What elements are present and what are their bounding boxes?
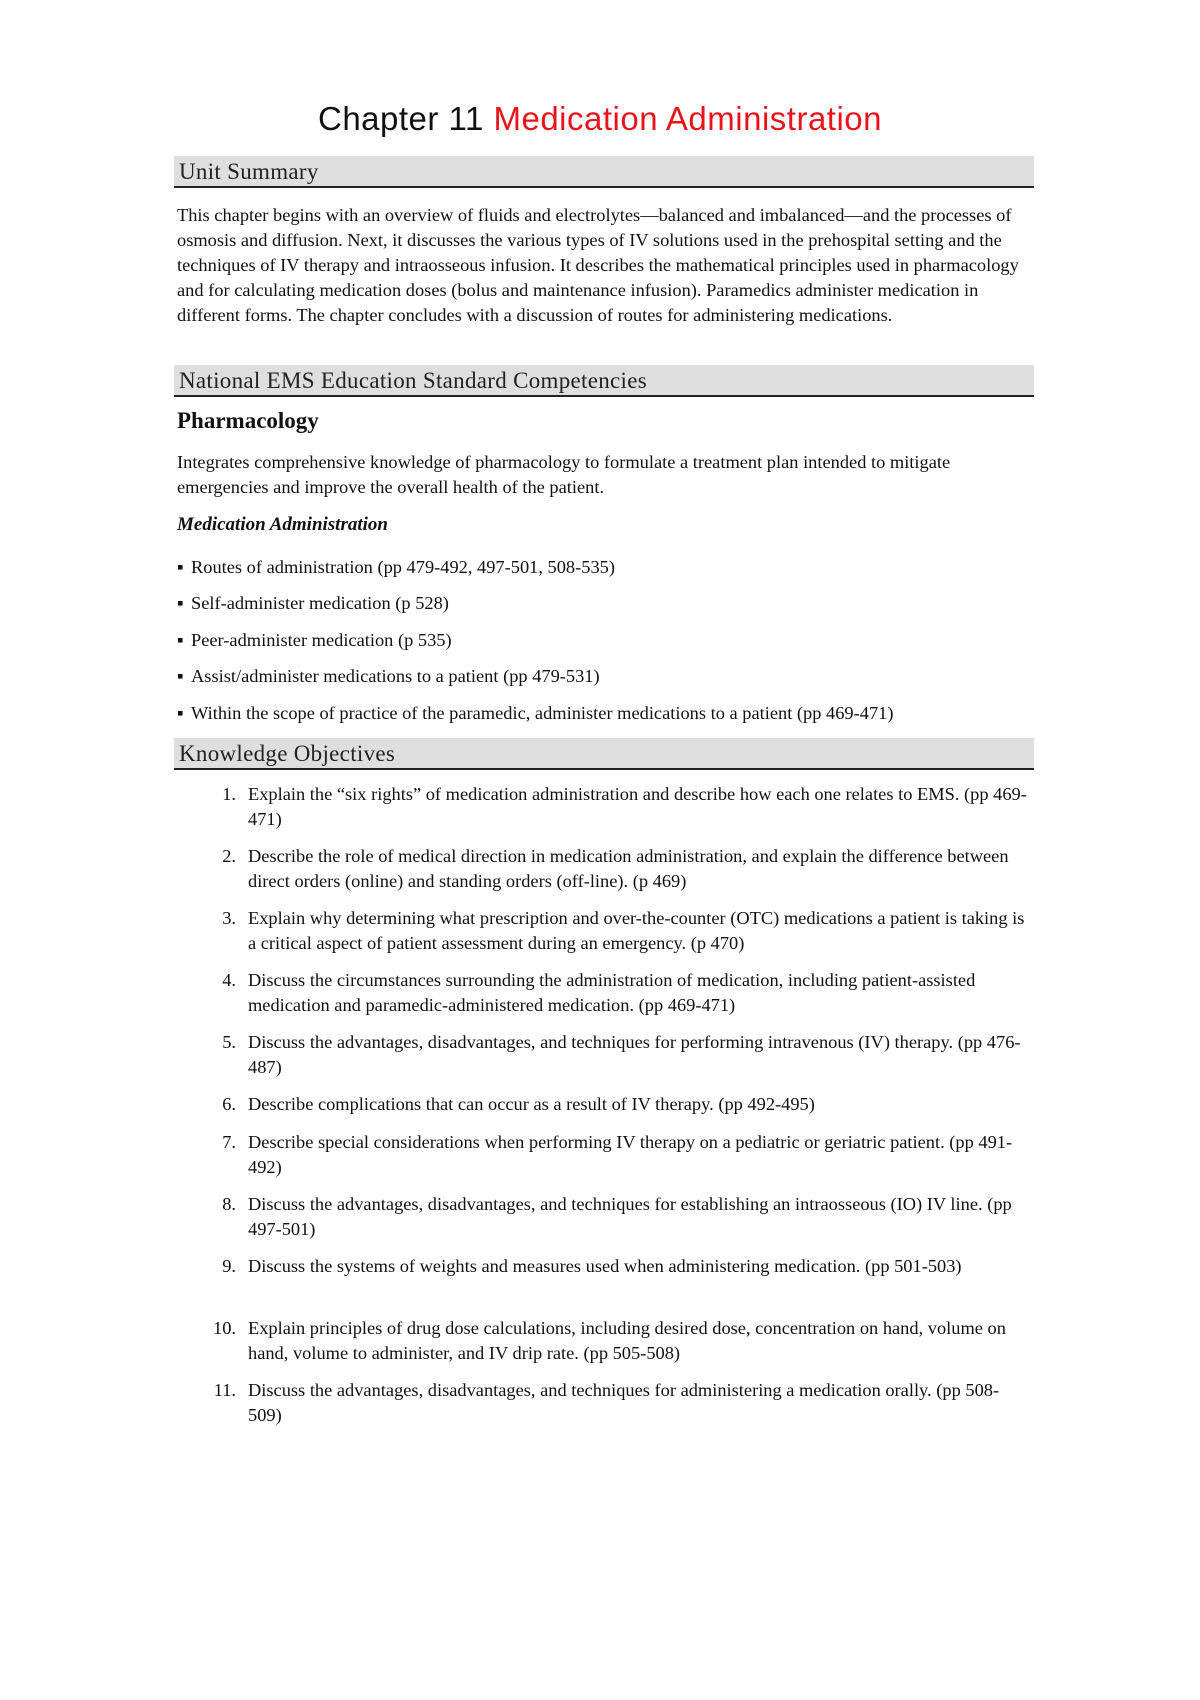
objective-text: Explain principles of drug dose calculations, including desired dose, concentration on hand, volume on hand, volume to administer, and IV drip rate. (pp 505-508)	[248, 1318, 1006, 1363]
objective-text: Describe complications that can occur as a result of IV therapy. (pp 492-495)	[248, 1094, 815, 1114]
pharmacology-text: Integrates comprehensive knowledge of pharmacology to formulate a treatment plan intended to mitigate emergencies and improve the overall health of the patient.	[177, 452, 951, 497]
objective-item	[200, 1130, 1030, 1180]
competency-bullet	[177, 664, 1037, 689]
objective-item	[200, 968, 1030, 1018]
competency-bullet	[177, 701, 1037, 726]
bullet-text: Assist/administer medications to a patient (pp 479-531)	[191, 666, 600, 686]
objective-number: 4.	[222, 970, 236, 990]
bullet-marker: ▪	[177, 703, 184, 723]
objective-item	[200, 1378, 1030, 1428]
bullet-marker: ▪	[177, 593, 184, 613]
chapter-name: Medication Administration	[493, 100, 883, 137]
unit-summary-text: This chapter begins with an overview of fluids and electrolytes—balanced and imbalanced—and the processes of osmosis and diffusion. Next, it discusses the various types of IV solutions used in the prehospital setting and the techniques of IV therapy and intraosseous infusion. It describes the mathematical principles used in pharmacology and for calculating medication doses (bolus and maintenance infusion). Paramedics administer medication in different forms. The chapter concludes with a discussion of routes for administering medications.	[177, 205, 1019, 325]
bullet-text: Within the scope of practice of the paramedic, administer medications to a patient (pp 469-471)	[191, 703, 894, 723]
bullet-marker: ▪	[177, 557, 184, 577]
objective-number: 9.	[222, 1256, 236, 1276]
objective-item	[200, 1030, 1030, 1080]
objective-number: 6.	[222, 1094, 236, 1114]
bullet-marker: ▪	[177, 666, 184, 686]
knowledge-objectives-heading: Knowledge Objectives	[174, 738, 1034, 770]
pharmacology-subheading: Pharmacology	[177, 408, 319, 433]
objective-number: 3.	[222, 908, 236, 928]
unit-summary-heading: Unit Summary	[174, 156, 1034, 188]
objective-number: 2.	[222, 846, 236, 866]
objective-text: Discuss the advantages, disadvantages, and techniques for performing intravenous (IV) therapy. (pp 476-487)	[248, 1032, 1021, 1077]
competency-bullet	[177, 555, 1037, 580]
objective-item	[200, 1192, 1030, 1242]
bullet-text: Self-administer medication (p 528)	[191, 593, 449, 613]
objective-item	[200, 844, 1030, 894]
objective-text: Discuss the advantages, disadvantages, and techniques for administering a medication orally. (pp 508-509)	[248, 1380, 1000, 1425]
objective-number: 10.	[213, 1318, 236, 1338]
objective-text: Explain why determining what prescription and over-the-counter (OTC) medications a patient is taking is a critical aspect of patient assessment during an emergency. (p 470)	[248, 908, 1025, 953]
objective-text: Discuss the systems of weights and measures used when administering medication. (pp 501-503)	[248, 1256, 962, 1276]
chapter-number: Chapter 11	[317, 100, 484, 137]
chapter-title	[0, 100, 1200, 138]
bullet-marker: ▪	[177, 630, 184, 650]
competencies-heading: National EMS Education Standard Competencies	[174, 365, 1034, 397]
objective-item	[200, 1254, 1030, 1279]
bullet-text: Peer-administer medication (p 535)	[191, 630, 452, 650]
objective-number: 11.	[213, 1380, 236, 1400]
objective-item	[200, 906, 1030, 956]
objective-text: Discuss the advantages, disadvantages, and techniques for establishing an intraosseous (IO) IV line. (pp 497-501)	[248, 1194, 1012, 1239]
objective-number: 7.	[222, 1132, 236, 1152]
objective-item	[200, 1316, 1030, 1366]
objective-text: Describe the role of medical direction in medication administration, and explain the difference between direct orders (online) and standing orders (off-line). (p 469)	[248, 846, 1009, 891]
competency-bullet	[177, 628, 1037, 653]
objective-item	[200, 782, 1030, 832]
objective-number: 5.	[222, 1032, 236, 1052]
objective-text: Discuss the circumstances surrounding the administration of medication, including patient-assisted medication and paramedic-administered medication. (pp 469-471)	[248, 970, 976, 1015]
bullet-text: Routes of administration (pp 479-492, 497-501, 508-535)	[191, 557, 615, 577]
competency-bullet	[177, 591, 1037, 616]
objective-number: 1.	[222, 784, 236, 804]
objective-text: Explain the “six rights” of medication administration and describe how each one relates to EMS. (pp 469-471)	[248, 784, 1027, 829]
objective-number: 8.	[222, 1194, 236, 1214]
medication-administration-subheading: Medication Administration	[177, 514, 388, 535]
objective-text: Describe special considerations when performing IV therapy on a pediatric or geriatric patient. (pp 491-492)	[248, 1132, 1013, 1177]
objective-item	[200, 1092, 1030, 1117]
